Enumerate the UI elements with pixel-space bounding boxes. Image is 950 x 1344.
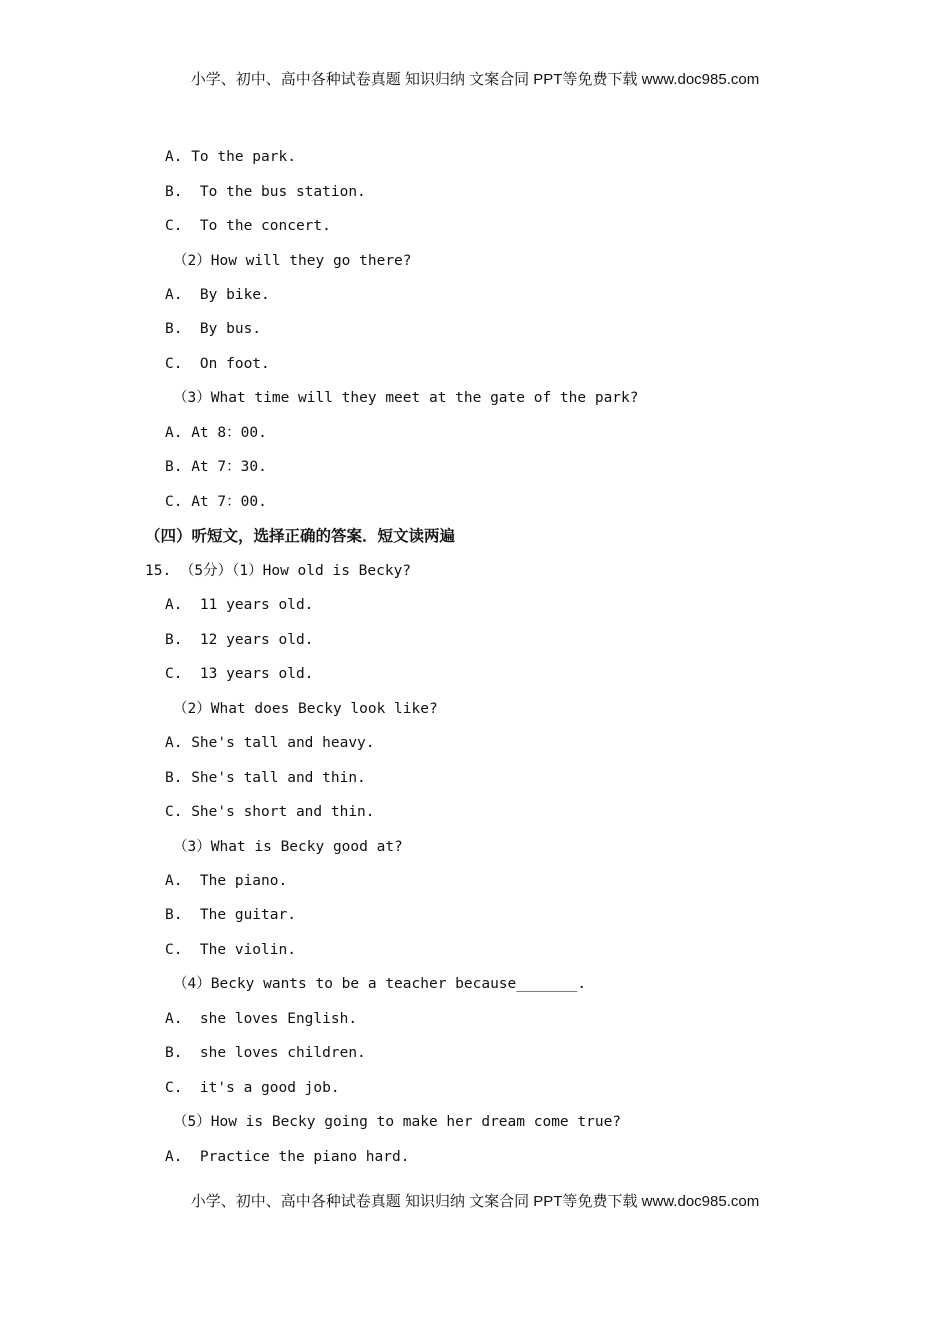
option-a: A. To the park. [165,149,296,165]
option-a: A. By bike. [165,287,270,303]
sub-question: （4）Becky wants to be a teacher because_______. [173,976,587,992]
option-b: B. To the bus station. [165,184,366,200]
option-b: B. 12 years old. [165,632,314,648]
option-c: C. 13 years old. [165,666,314,682]
section-heading: （四）听短文，选择正确的答案．短文读两遍 [145,527,456,545]
option-a: A. She's tall and heavy. [165,735,375,751]
option-b: B. She's tall and thin. [165,770,366,786]
sub-question: （5）How is Becky going to make her dream come true? [173,1114,622,1130]
sub-question: （2）How will they go there? [173,253,412,269]
option-c: C. On foot. [165,356,270,372]
sub-question: （2）What does Becky look like? [173,701,438,717]
option-b: B. By bus. [165,321,262,337]
option-b: B. At 7：30. [165,459,267,475]
option-a: A. At 8：00. [165,425,267,441]
footer-banner: 小学、初中、高中各种试卷真题 知识归纳 文案合同 PPT等免费下载 www.doc985.com [190,1193,760,1210]
option-a: A. she loves English. [165,1011,358,1027]
option-c: C. The violin. [165,942,296,958]
option-a: A. The piano. [165,873,288,889]
option-a: A. Practice the piano hard. [165,1149,410,1165]
option-b: B. she loves children. [165,1045,366,1061]
option-c: C. She's short and thin. [165,804,375,820]
option-c: C. it's a good job. [165,1080,340,1096]
option-b: B. The guitar. [165,907,296,923]
sub-question: （3）What time will they meet at the gate of the park? [173,390,639,406]
sub-question: （3）What is Becky good at? [173,839,403,855]
question-stem: 15. （5分）（1）How old is Becky? [145,563,412,579]
option-c: C. At 7：00. [165,494,267,510]
header-banner: 小学、初中、高中各种试卷真题 知识归纳 文案合同 PPT等免费下载 www.doc985.com [190,71,760,88]
option-a: A. 11 years old. [165,597,314,613]
option-c: C. To the concert. [165,218,331,234]
